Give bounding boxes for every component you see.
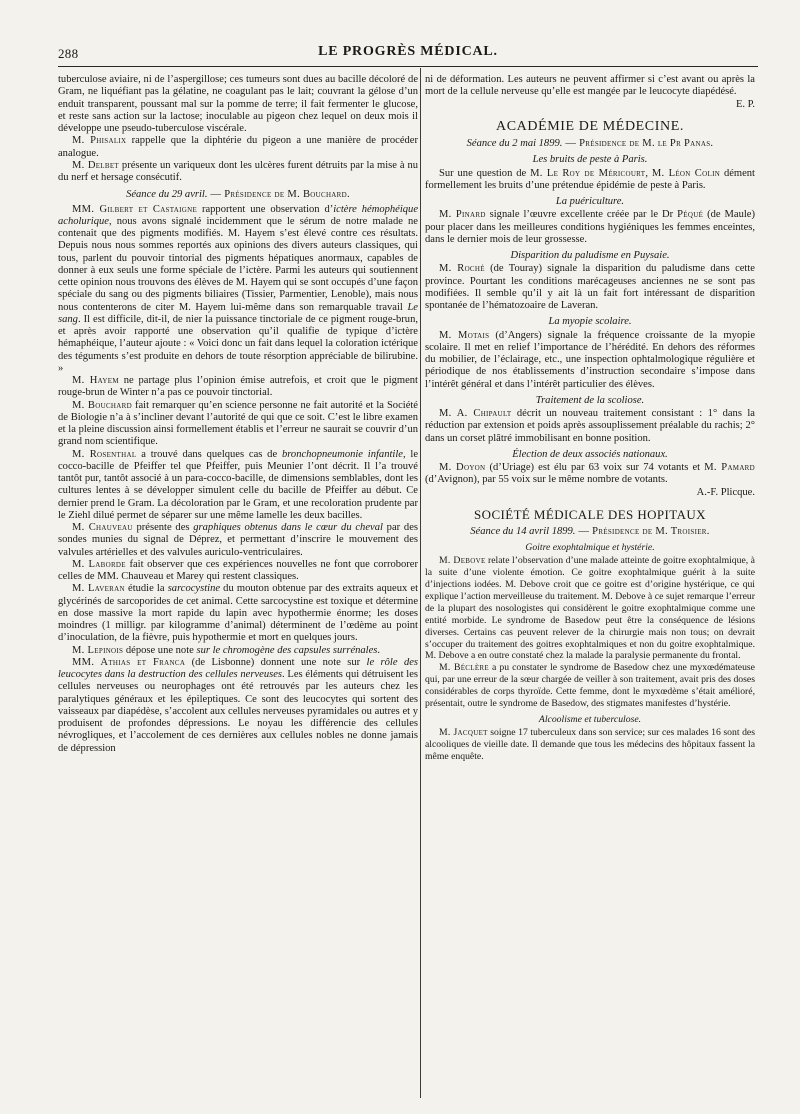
paragraph: M. Laveran étudie la sarcocystine du mouton obtenue par des extraits aqueux et glycérinés de sarcoporides de cet animal. Cette sarcocystine est toxique et détermine en dose massive la mort rapide du lapin avec hypothermie énorme; les doses moindres (1 milligr. par kilogramme d’animal) déterminent de l’œdème au point d’inoculation, de la fièvre, puis hypothermie et mort en quelques jours.: [58, 583, 418, 644]
paragraph: M. Laborde fait observer que ces expériences nouvelles ne font que corroborer celles de MM. Chauveau et Marey qui restent classiques.: [58, 558, 418, 582]
author-name: M. Laborde: [72, 558, 126, 570]
paragraph: MM. Gilbert et Castaigne rapportent une observation d’ictère hémophéique acholurique, nous avons signalé incidemment que le sérum de notre malade ne contenait que des pigments modifiés. M. Hayem s’est élevé contre ces résultats. Depuis nous nous sommes reportés aux opinions des divers auteurs classiques, qui tous, parlent du pouvoir tintorial des pigments hépatiques anormaux, capables de donner à eux seuls une forme spéciale de l’ictère. Parmi les auteurs qui soutiennent cette opinion nous trouvons des élèves de M. Hayem qui se sont occupés d’une façon spéciale du sang ou des pigments biliaires (Tissier, Parmentier, Lenoble), mais nous nous contenterons de citer M. Hayem lui-même dans son remarquable travail Le sang. Il est difficile, dit-il, de nier la puissance tinctoriale de ce pigment rouge-brun, et après avoir rapporté une observation qu’il qualifie de typique d’ictère hémaphéique, l’auteur ajoute : « Voici donc un fait dans lequel la coloration ictérique des téguments s’est produite en dehors de toute résorption appréciable de bilirubine. »: [58, 203, 419, 374]
author-name: MM. Gilbert et Castaigne: [72, 203, 198, 215]
subsection-heading: La myopie scolaire.: [548, 316, 632, 328]
author-name: M. Chauveau: [72, 522, 133, 533]
header-rule: [58, 66, 758, 67]
paragraph: M. Hayem ne partage plus l’opinion émise autrefois, et croit que le pigment rouge-brun de Winter n’a pas ce pouvoir tinctorial.: [58, 375, 418, 399]
paragraph: M. Chauveau présente des graphiques obtenus dans le cœur du cheval par des sondes munies du signal de Déprez, et permettant d’inscrire le mouvement des valvules artérielles et des valvules auriculo-ventriculaires.: [58, 522, 418, 558]
section-title-academy: ACADÉMIE DE MÉDECINE.: [496, 118, 684, 134]
paragraph: M. Bouchard fait remarquer qu’en science personne ne fait autorité et la Société de Biologie n’a à s’incliner devant l’autorité de qui que ce soit. C’est le libre examen et la pleine discussion ainsi formellement établis et l’erreur ne saurait se couvrir d’un grand nom scientifique.: [58, 399, 418, 448]
subsection-heading: Alcoolisme et tuberculose.: [538, 713, 642, 725]
author-name: M. Pamard: [704, 462, 756, 473]
author-name: M. Jacquet: [439, 726, 488, 738]
session-heading: Séance du 29 avril. — Présidence de M. Bouchard.: [126, 189, 350, 201]
paragraph: MM. Athias et Franca (de Lisbonne) donnent une note sur le rôle des leucocytes dans la destruction des cellules nerveuses. Les éléments qui détruisent les cellules nerveuses ou neurophages ont été retrouvés par les auteurs chez les paralytiques généraux et les épileptiques. Ce sont des leucocytes qui sortent des vaisseaux par diapédèse, s’accolent aux cellules nerveuses pyramidales ou autres et y produisent de profondes dépressions. Le noyau les différencie des cellules névrogliques, et l’accolement de ces dernières aux cellules nobles ne donne jamais de dépression: [58, 656, 419, 754]
author-name: M. Rosenthal: [72, 448, 137, 460]
author-name: M. Hayem: [72, 375, 119, 386]
author-name: M. Béclère: [439, 662, 489, 674]
author-name: M. Motais: [439, 329, 490, 341]
paragraph: M. Rosenthal a trouvé dans quelques cas de bronchopneumonie infantile, le cocco-bacille de Pfeiffer tel que Pfeiffer, puis Meunier l’ont décrit. Il l’a trouvé tantôt pur, tantôt associé à un para-cocco-bacille, de dimensions semblables, dont les cultures lentes à se développer simulent celle du bacille de Pfeiffer au début. Ce dernier prend le Gram. La décoloration par le Gram, et une recoloration prudente par le Ziehl dilué permet de séparer sur une même lamelle les deux bacilles.: [58, 448, 418, 521]
paragraph: M. Pinard signale l’œuvre excellente créée par le Dr Péqué (de Maule) pour placer dans les meilleures conditions hygiéniques les femmes enceintes, dans le dernier mois de leur grossesse.: [425, 209, 755, 245]
author-name: M. Doyon: [439, 462, 486, 473]
page-number: 288: [58, 46, 79, 61]
session-heading: Séance du 14 avril 1899. — Présidence de M. Troisier.: [470, 526, 710, 537]
paragraph: M. Debove relate l’observation d’une malade atteinte de goitre exophtalmique, à la suite d’une violente émotion. Ce goitre exophtalmique guérit à la suite d’injections iodées. M. Debove croit que ce goitre est d’origine hystérique, ce qui explique l’action merveilleuse du traitement. M. Debove à ce sujet remarque l’erreur de la plupart des nosologistes qui considèrent le goitre exophtalmique comme une entité morbide. Le syndrome de Basedow peut être la conséquence de lésions diverses. Certains cas peuvent relever de la chirurgie mais non tous; on devrait s’occuper du traitement des goitres exophtalmiques et non du goitre exophtalmique. M. Debove a en outre constaté chez la malade la paralysie permanente du frontal.: [425, 555, 755, 662]
author-name: M. Bouchard: [72, 399, 132, 411]
author-name: M. Phisalix: [72, 135, 127, 147]
paragraph: M. A. Chipault décrit un nouveau traitement consistant : 1° dans la réduction par extension et poids après assouplissement préalable du rachis; 2° dans un corset plâtré immobilisant en bonne position.: [425, 408, 755, 444]
author-name: M. Laveran: [72, 583, 125, 595]
right-column: [425, 74, 755, 763]
author-name: M. Pinard: [439, 209, 486, 221]
author-name: MM. Athias et Franca: [72, 656, 186, 668]
author-name: M. Léon Colin: [651, 167, 721, 179]
signature: E. P.: [735, 98, 755, 110]
paragraph: M. Doyon (d’Uriage) est élu par 63 voix sur 74 votants et M. Pamard (d’Avignon), par 55 voix sur le même nombre de votants.: [425, 462, 756, 486]
subsection-heading: La puériculture.: [555, 196, 625, 207]
subsection-heading: Traitement de la scoliose.: [535, 394, 645, 406]
subsection-heading: Les bruits de peste à Paris.: [532, 154, 648, 166]
paragraph: ni de déformation. Les auteurs ne peuvent affirmer si c’est avant ou après la mort de la cellule nerveuse qu’elle est mangée par le leucocyte diapédésé.: [425, 74, 755, 98]
subsection-heading: Disparition du paludisme en Puysaie.: [510, 250, 670, 261]
journal-title: LE PROGRÈS MÉDICAL.: [318, 44, 498, 59]
paragraph: M. Motais (d’Angers) signale la fréquence croissante de la myopie scolaire. Il met en relief l’importance de l’hérédité. En dehors des réformes du mobilier, de l’éclairage, etc., une inspection ophtalmologique régulière et périodique de nos établissements d’instruction secondaire s’impose dans l’intérêt général et dans l’intérêt particulier des élèves.: [425, 329, 756, 390]
paragraph: M. Béclère a pu constater le syndrome de Basedow chez une myxœdémateuse qui, par une erreur de la sœur chargée de veiller à son traitement, avait pris des doses considérables de corps thyroïde. Cette femme, dont le myxœdème s’était amélioré, présentait, outre le syndrome de Basedow, des stigmates manifestes d’hystérie.: [425, 662, 755, 710]
subsection-heading: Élection de deux associés nationaux.: [512, 448, 668, 460]
left-column: [58, 74, 418, 755]
paragraph: M. Roché (de Touray) signale la disparition du paludisme dans cette province. Pourtant les conditions marécageuses anciennes ne se sont pas modifiées. Il semble qu’il y ait là un fait fort intéressant de disparition spontanée de l’hématozoaire de Laveran.: [425, 263, 755, 311]
signature: A.-F. Plicque.: [696, 486, 755, 498]
paragraph: M. Phisalix rappelle que la diphtérie du pigeon a une manière de procéder analogue.: [58, 135, 418, 159]
session-heading: Séance du 2 mai 1899. — Présidence de M. le Pr Panas.: [466, 138, 714, 149]
section-title-society: SOCIÉTÉ MÉDICALE DES HOPITAUX: [474, 506, 706, 522]
paragraph: Sur une question de M. Le Roy de Méricourt, M. Léon Colin dément formellement les bruits d’une prétendue épidémie de peste à Paris.: [425, 167, 755, 191]
author-name: M. A. Chipault: [439, 408, 512, 419]
author-name: M. Delbet: [72, 159, 120, 171]
author-name: M. Lepinois: [72, 644, 124, 656]
subsection-heading: Goitre exophtalmique et hystérie.: [525, 542, 655, 554]
small-print-block: [425, 542, 755, 762]
author-name: M. Debove: [439, 555, 486, 567]
running-head: [58, 42, 758, 64]
paragraph: tuberculose aviaire, ni de l’aspergillose; ces tumeurs sont dues au bacille décoloré de Gram, ne liquéfiant pas la gélatine, ne coagulant pas le lait; couvrant la gélose d’un enduit transparent, poussant mal sur la pomme de terre; il fait fermenter le glucose, et reste sans action sur la lactose; inoculable au pigeon chez lequel on deux mois il développe une pseudo-tuberculose viscérale.: [58, 74, 418, 134]
author-name: M. Le Roy de Méricourt: [530, 167, 646, 179]
paragraph: M. Delbet présente un variqueux dont les ulcères furent détruits par la mise à nu du nerf et hersage consécutif.: [58, 159, 418, 183]
paragraph: M. Lepinois dépose une note sur le chromogène des capsules surrénales.: [72, 644, 381, 656]
paragraph: M. Jacquet soigne 17 tuberculeux dans son service; sur ces malades 16 sont des alcooliques de vieille date. Il demande que tous les médecins des hôpitaux fassent la même enquête.: [425, 726, 755, 762]
author-name: M. Roché: [439, 263, 485, 275]
